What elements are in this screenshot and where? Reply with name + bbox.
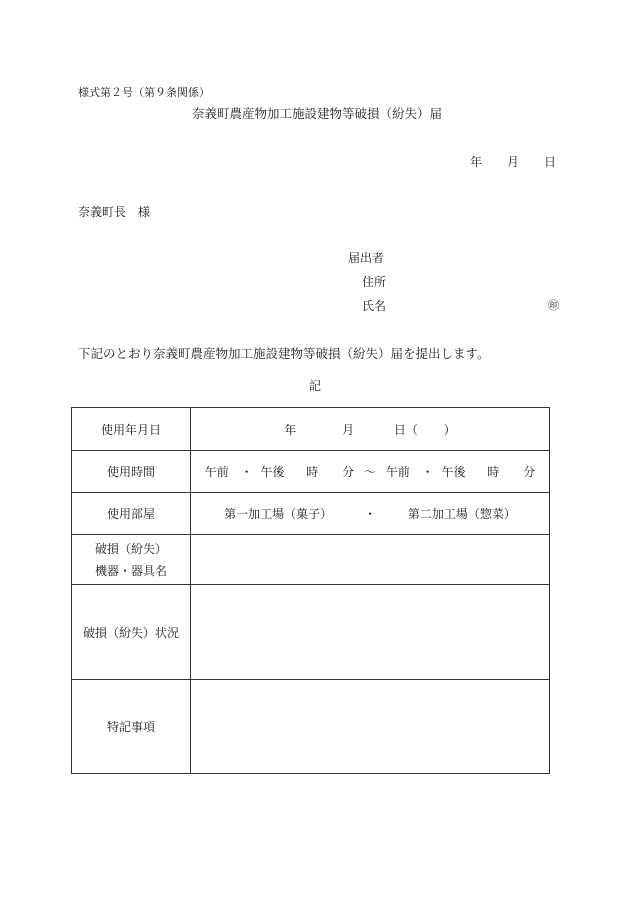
equipment-label bbox=[72, 535, 191, 585]
intro-text: 下記のとおり奈義町農産物加工施設建物等破損（紛失）届を提出します。 bbox=[78, 346, 490, 361]
usage-room-label: 使用部屋 bbox=[72, 493, 191, 535]
equipment-field[interactable] bbox=[191, 535, 550, 585]
usage-room-field[interactable] bbox=[191, 493, 550, 535]
usage-date-field[interactable] bbox=[191, 408, 550, 451]
damage-status-label: 破損（紛失）状況 bbox=[72, 585, 191, 680]
time-pm-1: 午後 bbox=[260, 465, 285, 479]
time-min-1: 分 bbox=[342, 465, 355, 479]
address-label: 住所 bbox=[362, 275, 387, 289]
usage-date-close: ） bbox=[443, 422, 456, 437]
room-separator: ・ bbox=[363, 507, 376, 521]
date-month-label: 月 bbox=[507, 155, 520, 169]
special-notes-field[interactable] bbox=[191, 680, 550, 774]
report-form-table bbox=[71, 407, 550, 774]
usage-date-year: 年 bbox=[284, 422, 297, 437]
room-option-2[interactable]: 第二加工場（惣菜） bbox=[407, 507, 516, 521]
usage-time-field[interactable] bbox=[191, 451, 550, 493]
seal-mark: ㊞ bbox=[548, 299, 559, 312]
table-row-status bbox=[72, 585, 550, 680]
table-row-time bbox=[72, 451, 550, 493]
time-dot-1: ・ bbox=[240, 465, 253, 479]
time-hour-1: 時 bbox=[306, 465, 319, 479]
usage-date-month: 月 bbox=[342, 422, 355, 437]
usage-date-label: 使用年月日 bbox=[72, 408, 191, 451]
form-number: 様式第２号（第９条関係） bbox=[78, 86, 210, 99]
time-tilde: ～ bbox=[363, 465, 376, 479]
time-am-1: 午前 bbox=[204, 465, 229, 479]
table-row-room bbox=[72, 493, 550, 535]
room-option-1[interactable]: 第一加工場（菓子） bbox=[224, 507, 333, 521]
usage-date-day: 日（ bbox=[393, 422, 418, 437]
time-dot-2: ・ bbox=[421, 465, 434, 479]
date-day-label: 日 bbox=[544, 155, 557, 169]
table-row-notes bbox=[72, 680, 550, 774]
name-label: 氏名 bbox=[362, 299, 387, 313]
addressee: 奈義町長 様 bbox=[78, 205, 151, 219]
time-hour-2: 時 bbox=[487, 465, 500, 479]
damage-status-field[interactable] bbox=[191, 585, 550, 680]
time-min-2: 分 bbox=[523, 465, 536, 479]
special-notes-label: 特記事項 bbox=[72, 680, 191, 774]
document-title: 奈義町農産物加工施設建物等破損（紛失）届 bbox=[192, 106, 443, 121]
equipment-label-line1: 破損（紛失） bbox=[94, 541, 167, 556]
date-year-label: 年 bbox=[470, 155, 483, 169]
time-am-2: 午前 bbox=[385, 465, 410, 479]
time-pm-2: 午後 bbox=[441, 465, 466, 479]
applicant-label: 届出者 bbox=[348, 251, 385, 265]
usage-time-label: 使用時間 bbox=[72, 451, 191, 493]
equipment-label-line2: 機器・器具名 bbox=[94, 563, 167, 578]
table-row-date bbox=[72, 408, 550, 451]
table-row-equipment bbox=[72, 535, 550, 585]
ki-heading: 記 bbox=[309, 379, 322, 393]
